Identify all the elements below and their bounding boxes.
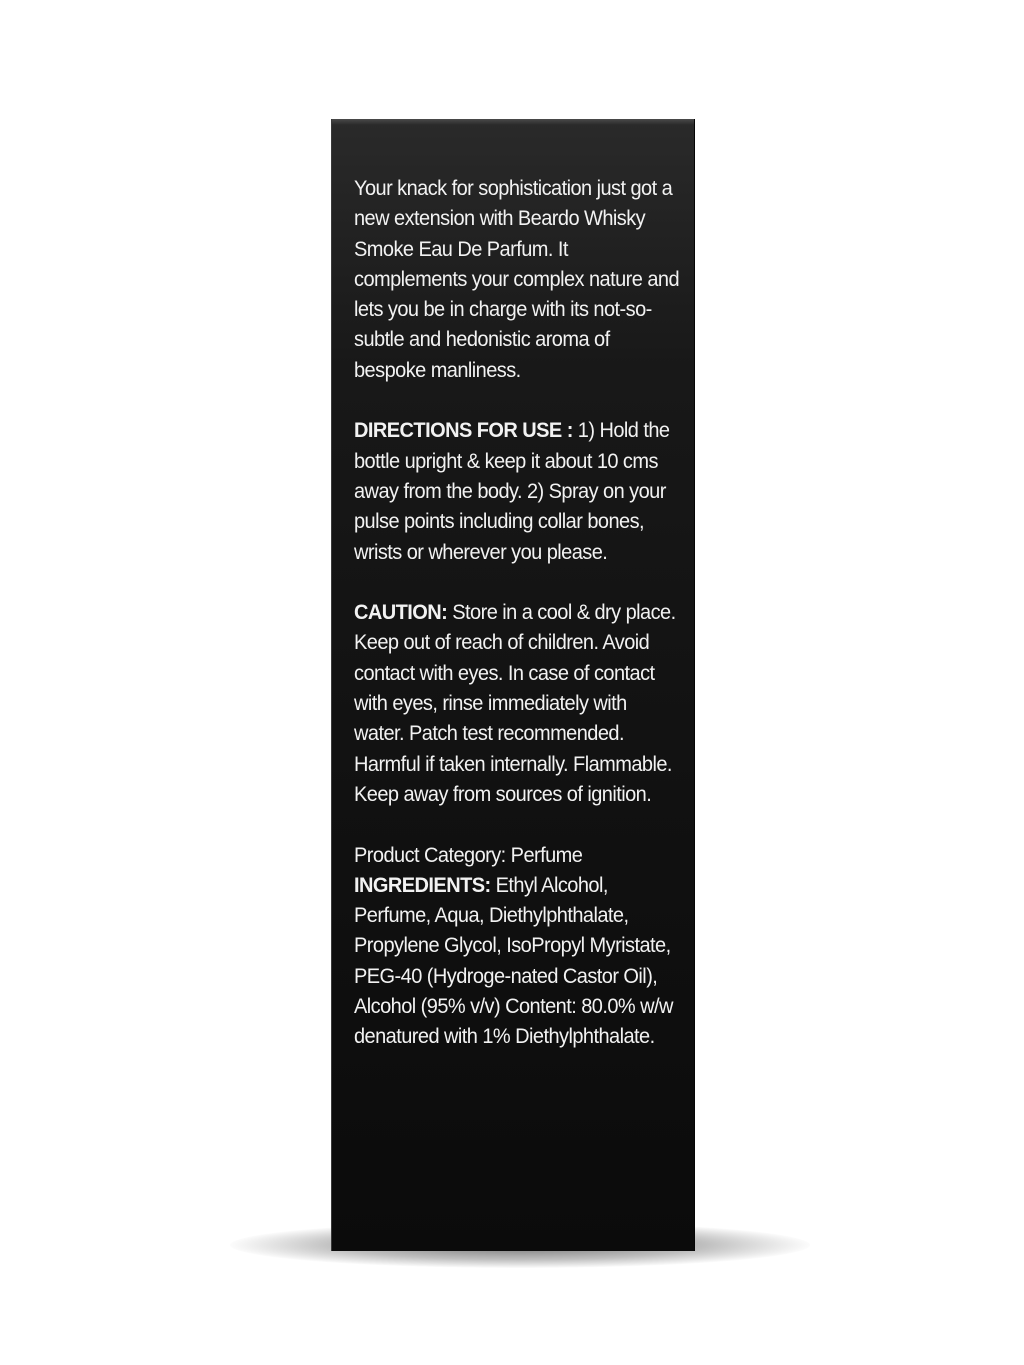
product-category: Product Category: Perfume bbox=[354, 842, 583, 867]
perfume-box bbox=[331, 119, 695, 1251]
caution-heading: CAUTION: bbox=[354, 600, 448, 625]
ingredients-text: Ethyl Alcohol, Perfume, Aqua, Diethylphthalate, Propylene Glycol, IsoPropyl Myristate, PEG-40 (Hydroge-nated Castor Oil), Alcohol (95% v/v) Content: 80.0% w/w denatured with 1% Diethylphthalate. bbox=[354, 872, 673, 1049]
ingredients-heading: INGREDIENTS: bbox=[354, 872, 491, 897]
directions-heading: DIRECTIONS FOR USE : bbox=[354, 418, 573, 443]
box-label-text bbox=[354, 173, 681, 1052]
ingredients-section bbox=[354, 870, 681, 1052]
caution-section bbox=[354, 597, 681, 809]
product-description: Your knack for sophistication just got a new extension with Beardo Whisky Smoke Eau De Parfum. It complements your complex nature and lets you be in charge with its not-so-subtle and hedonistic aroma of bespoke manliness. bbox=[354, 176, 680, 382]
caution-text: Store in a cool & dry place. Keep out of reach of children. Avoid contact with eyes. In case of contact with eyes, rinse immediately with water. Patch test recommended. Harmful if taken internally. Flammable. Keep away from sources of ignition. bbox=[354, 600, 676, 806]
directions-section bbox=[354, 415, 681, 566]
directions-text: 1) Hold the bottle upright & keep it about 10 cms away from the body. 2) Spray on your pulse points including collar bones, wrists or wherever you please. bbox=[354, 418, 670, 564]
